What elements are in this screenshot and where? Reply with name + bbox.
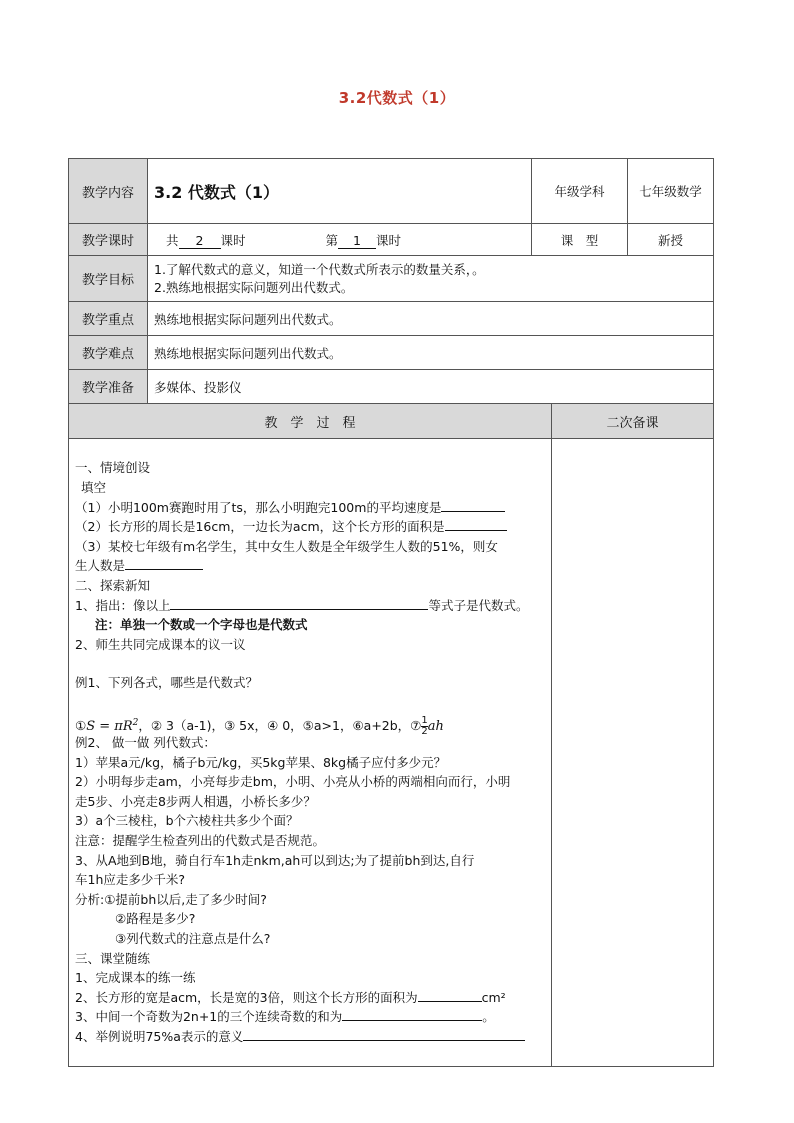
exercise-2-line-2: 走5步、小亮走8步两人相遇，小桥长多少？ [75,793,316,809]
page-title: 3.2代数式（1） [338,89,456,107]
label-objectives: 教学目标 [69,256,148,302]
answer-blank [418,988,482,1002]
label-content: 教学内容 [69,159,148,224]
preparation-value: 多媒体、投影仪 [148,370,714,404]
row-preparation [69,370,714,404]
exercise-2-line-1: 2）小明每步走am，小亮每步走bm，小明、小亮从小桥的两端相向而行，小明 [75,774,511,790]
objective-2: 2.熟练地根据实际问题列出代数式。 [154,279,354,295]
practice-2: 2、长方形的宽是acm，长是宽的3倍，则这个长方形的面积为 cm² [75,989,506,1005]
periods-nth-suffix: 课时 [376,232,402,248]
label-periods: 教学课时 [69,224,148,256]
label-preparation: 教学准备 [69,370,148,404]
difficulties-value: 熟练地根据实际问题列出代数式。 [148,336,714,370]
exercise-3: 3）a个三棱柱，b个六棱柱共多少个面？ [75,813,299,829]
answer-blank [125,556,203,570]
fill-heading: 填空 [81,480,107,495]
row-objectives [69,256,714,302]
question-3-line-1: （3）某校七年级有m名学生，其中女生人数是全年级学生人数的51%，则女 [75,538,498,554]
analysis-1: 分析:①提前bh以后,走了多少时间? [75,891,267,907]
label-grade: 年级学科 [532,159,628,224]
objective-1: 1.了解代数式的意义，知道一个代数式所表示的数量关系，。 [154,261,485,277]
answer-blank [342,1007,482,1021]
row-difficulties [69,336,714,370]
row-content [69,159,714,224]
point-3-line-2: 车1h应走多少千米? [75,872,186,888]
exercise-1: 1）苹果a元/kg，橘子b元/kg，买5kg苹果、8kg橘子应付多少元？ [75,754,447,770]
teaching-process [69,439,552,1067]
point-3-line-1: 3、从A地到B地，骑自行车1h走nkm,ah可以到达;为了提前bh到达,自行 [75,852,475,868]
row-key-points [69,302,714,336]
point-1: 1、指出：像以上 等式子是代数式。 [75,597,529,613]
question-2: （2）长方形的周长是16cm，一边长为acm，这个长方形的面积是 [75,517,545,537]
objectives-cell [148,256,714,302]
answer-blank [441,498,505,512]
practice-1: 1、完成课本的练一练 [75,970,196,986]
note-single-term: 注：单独一个数或一个字母也是代数式 [95,617,308,633]
attention-note: 注意：提醒学生检查列出的代数式是否规范。 [75,833,326,849]
grade-value: 七年级数学 [628,159,714,224]
backup-notes-cell[interactable] [552,439,714,1067]
key-points-value: 熟练地根据实际问题列出代数式。 [148,302,714,336]
section-3-heading: 三、课堂随练 [75,950,151,966]
answer-blank [243,1027,525,1041]
answer-blank [445,517,507,531]
periods-total-suffix: 课时 [220,232,246,248]
practice-4: 4、举例说明75%a表示的意义 [75,1027,545,1047]
analysis-2: ②路程是多少? [115,911,196,927]
label-difficulties: 教学难点 [69,336,148,370]
lesson-topic: 3.2 代数式（1） [148,159,532,224]
label-key-points: 教学重点 [69,302,148,336]
section-1-heading: 一、情境创设 [75,460,151,476]
practice-3: 3、中间一个奇数为2n+1的三个连续奇数的和为 。 [75,1009,495,1025]
row-process-header [69,404,714,439]
answer-blank [170,596,428,610]
question-3-line-2: 生人数是 [75,556,545,576]
periods-total-prefix: 共 [166,232,179,248]
fraction-half: $\frac{1}{2}$ [421,715,428,738]
periods-total-number: 2 [179,233,221,249]
point-2: 2、师生共同完成课本的议一议 [75,636,246,652]
row-periods [69,224,714,256]
periods-cell [148,224,532,256]
analysis-3: ③列代数式的注意点是什么? [115,931,271,947]
row-process-body [69,439,714,1067]
lesson-plan-table [68,158,714,1067]
process-header: 教 学 过 程 [69,404,552,439]
periods-nth-prefix: 第 [325,232,339,248]
expression-list: ①S = $\pi R^2$，② 3（a-1)，③ 5x，④ 0，⑤a>1，⑥a+2b，⑦ $\frac{1}{2}$ ah [75,715,444,738]
backup-header: 二次备课 [552,404,714,439]
label-lesson-type: 课 型 [532,224,628,256]
periods-nth-number: 1 [338,233,376,249]
question-1: （1）小明100m赛跑时用了ts，那么小明跑完100m的平均速度是 [75,498,545,518]
example-2: 例2、 做一做 列代数式： [75,735,216,751]
lesson-type-value: 新授 [628,224,714,256]
section-2-heading: 二、探索新知 [75,577,151,593]
example-1: 例1、下列各式，哪些是代数式？ [75,675,258,691]
